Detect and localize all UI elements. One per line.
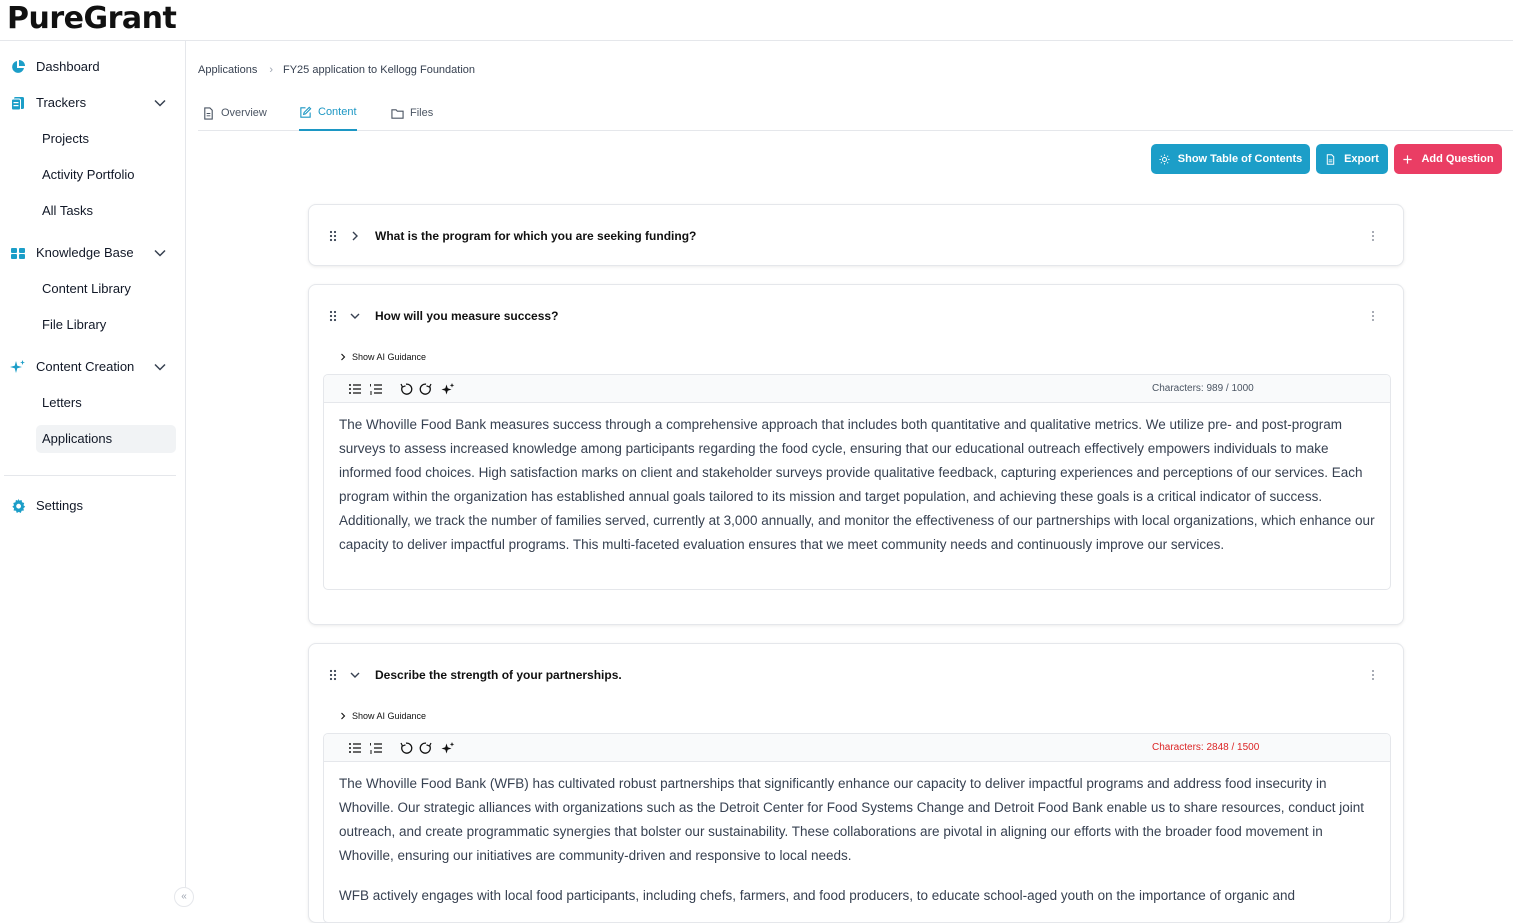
tab-overview[interactable]: Overview xyxy=(202,95,267,131)
answer-text[interactable] xyxy=(339,772,1379,923)
question-title[interactable]: What is the program for which you are seeking funding? xyxy=(375,229,697,243)
answer-editor[interactable] xyxy=(323,374,1391,590)
sparkles-icon[interactable] xyxy=(441,382,455,396)
clipboard-icon xyxy=(10,95,26,111)
answer-text[interactable] xyxy=(339,413,1379,573)
pie-chart-icon xyxy=(10,59,26,75)
answer-paragraph: The Whoville Food Bank measures success through a comprehensive approach that includes both quantitative and qualitative metrics. We utilize pre- and post-program surveys to assess increased knowledge among participants regarding the food cycle, ensuring that our educational outreach effectively empowers individuals to make informed food choices. High satisfaction marks on client and stakeholder surveys provide qualitative feedback, capturing experiences and perceptions of our services. Each program within the organization has established annual goals tailored to its mission and target population, and achieving these goals is a critical indicator of success. Additionally, we track the number of families served, currently at 3,000 annually, and monitor the effectiveness of our partnerships with local organizations, which enhance our capacity to deliver impactful programs. This multi-faceted evaluation ensures that we meet community needs and continuously improve our services. xyxy=(339,417,1375,552)
tab-files[interactable]: Files xyxy=(391,95,433,131)
folder-icon xyxy=(391,107,404,120)
sidebar-item-settings[interactable] xyxy=(0,492,186,520)
sidebar-item-projects[interactable]: Projects xyxy=(42,131,89,146)
question-title[interactable]: How will you measure success? xyxy=(375,309,559,323)
edit-icon xyxy=(299,106,312,119)
undo-icon[interactable] xyxy=(399,382,413,396)
bullet-list-icon[interactable] xyxy=(348,741,362,755)
chevron-down-icon[interactable] xyxy=(153,360,167,374)
sidebar-item-applications[interactable]: Applications xyxy=(36,425,176,453)
redo-icon[interactable] xyxy=(419,741,433,755)
question-title[interactable]: Describe the strength of your partnerships. xyxy=(375,668,622,682)
app-header xyxy=(0,0,1513,41)
gear-icon xyxy=(10,498,26,514)
show-table-of-contents-button[interactable]: Show Table of Contents xyxy=(1151,144,1310,174)
sidebar-item-all-tasks[interactable]: All Tasks xyxy=(42,203,94,218)
sidebar-item-label: Knowledge Base xyxy=(36,245,134,260)
sidebar-item-label: Settings xyxy=(36,498,83,513)
answer-paragraph: WFB actively engages with local food participants, including chefs, farmers, and food producers, to educate school-aged youth on the importance of organic and xyxy=(339,888,1296,903)
chevron-right-icon[interactable] xyxy=(349,230,361,242)
answer-editor[interactable] xyxy=(323,733,1391,923)
sidebar-item-knowledge-base[interactable] xyxy=(0,239,186,267)
bullet-list-icon[interactable] xyxy=(348,382,362,396)
tab-content[interactable]: Content xyxy=(299,95,357,131)
drag-handle-icon[interactable] xyxy=(329,230,337,242)
sidebar-item-label: Trackers xyxy=(36,95,87,110)
sidebar-item-file-library[interactable]: File Library xyxy=(42,317,107,332)
chevron-down-icon[interactable] xyxy=(349,669,361,681)
breadcrumb xyxy=(198,64,475,76)
breadcrumb-root[interactable]: Applications xyxy=(198,64,258,76)
chevron-right-icon xyxy=(339,712,347,720)
sparkles-icon[interactable] xyxy=(441,741,455,755)
numbered-list-icon[interactable] xyxy=(369,382,383,396)
chevron-down-icon[interactable] xyxy=(153,246,167,260)
sparkles-icon xyxy=(10,359,26,375)
document-icon xyxy=(1325,154,1336,165)
add-question-button[interactable]: Add Question xyxy=(1394,144,1502,174)
question-card xyxy=(308,204,1404,266)
chevron-right-icon xyxy=(339,353,347,361)
show-ai-guidance-toggle[interactable]: Show AI Guidance xyxy=(339,711,426,721)
grid-icon xyxy=(10,245,26,261)
numbered-list-icon[interactable] xyxy=(369,741,383,755)
sidebar-item-content-library[interactable]: Content Library xyxy=(42,281,131,296)
show-ai-guidance-toggle[interactable]: Show AI Guidance xyxy=(339,352,426,362)
sidebar-divider xyxy=(4,475,176,476)
redo-icon[interactable] xyxy=(419,382,433,396)
sidebar-item-dashboard[interactable] xyxy=(0,53,186,81)
sun-icon xyxy=(1159,154,1170,165)
sidebar-collapse-handle[interactable]: « xyxy=(174,887,194,907)
sidebar xyxy=(0,41,187,902)
editor-toolbar xyxy=(324,375,1390,403)
editor-toolbar xyxy=(324,734,1390,762)
sidebar-item-content-creation[interactable] xyxy=(0,353,186,381)
file-icon xyxy=(202,107,215,120)
breadcrumb-current: FY25 application to Kellogg Foundation xyxy=(283,64,476,76)
chevron-down-icon[interactable] xyxy=(349,310,361,322)
sidebar-item-label: Content Creation xyxy=(36,359,135,374)
plus-icon xyxy=(1402,154,1413,165)
drag-handle-icon[interactable] xyxy=(329,310,337,322)
answer-paragraph: The Whoville Food Bank (WFB) has cultivated robust partnerships that significantly enhance our capacity to deliver impactful programs and address food insecurity in Whoville. Our strategic alliances with organizations such as the Detroit Center for Food Systems Change and Detroit Food Bank enable us to share resources, conduct joint outreach, and create programmatic synergies that bolster our sustainability. These collaborations are pivotal in aligning our efforts with the broader food movement in Whoville, ensuring our initiatives are community-driven and responsive to local needs. xyxy=(339,776,1365,863)
chevron-down-icon[interactable] xyxy=(153,96,167,110)
character-count: Characters: 989 / 1000 xyxy=(1152,383,1254,394)
sidebar-item-activity-portfolio[interactable]: Activity Portfolio xyxy=(42,167,135,182)
app-logo[interactable]: PureGrant xyxy=(7,1,177,36)
sidebar-item-trackers[interactable] xyxy=(0,89,186,117)
export-button[interactable]: Export xyxy=(1316,144,1388,174)
question-card xyxy=(308,643,1404,923)
question-card xyxy=(308,284,1404,625)
undo-icon[interactable] xyxy=(399,741,413,755)
more-options-icon[interactable] xyxy=(1370,310,1376,322)
character-count: Characters: 2848 / 1500 xyxy=(1152,742,1260,753)
more-options-icon[interactable] xyxy=(1370,230,1376,242)
more-options-icon[interactable] xyxy=(1370,669,1376,681)
tab-bar xyxy=(198,95,1513,131)
sidebar-item-label: Dashboard xyxy=(36,59,100,74)
sidebar-item-letters[interactable]: Letters xyxy=(42,395,82,410)
drag-handle-icon[interactable] xyxy=(329,669,337,681)
breadcrumb-separator: › xyxy=(269,64,273,76)
